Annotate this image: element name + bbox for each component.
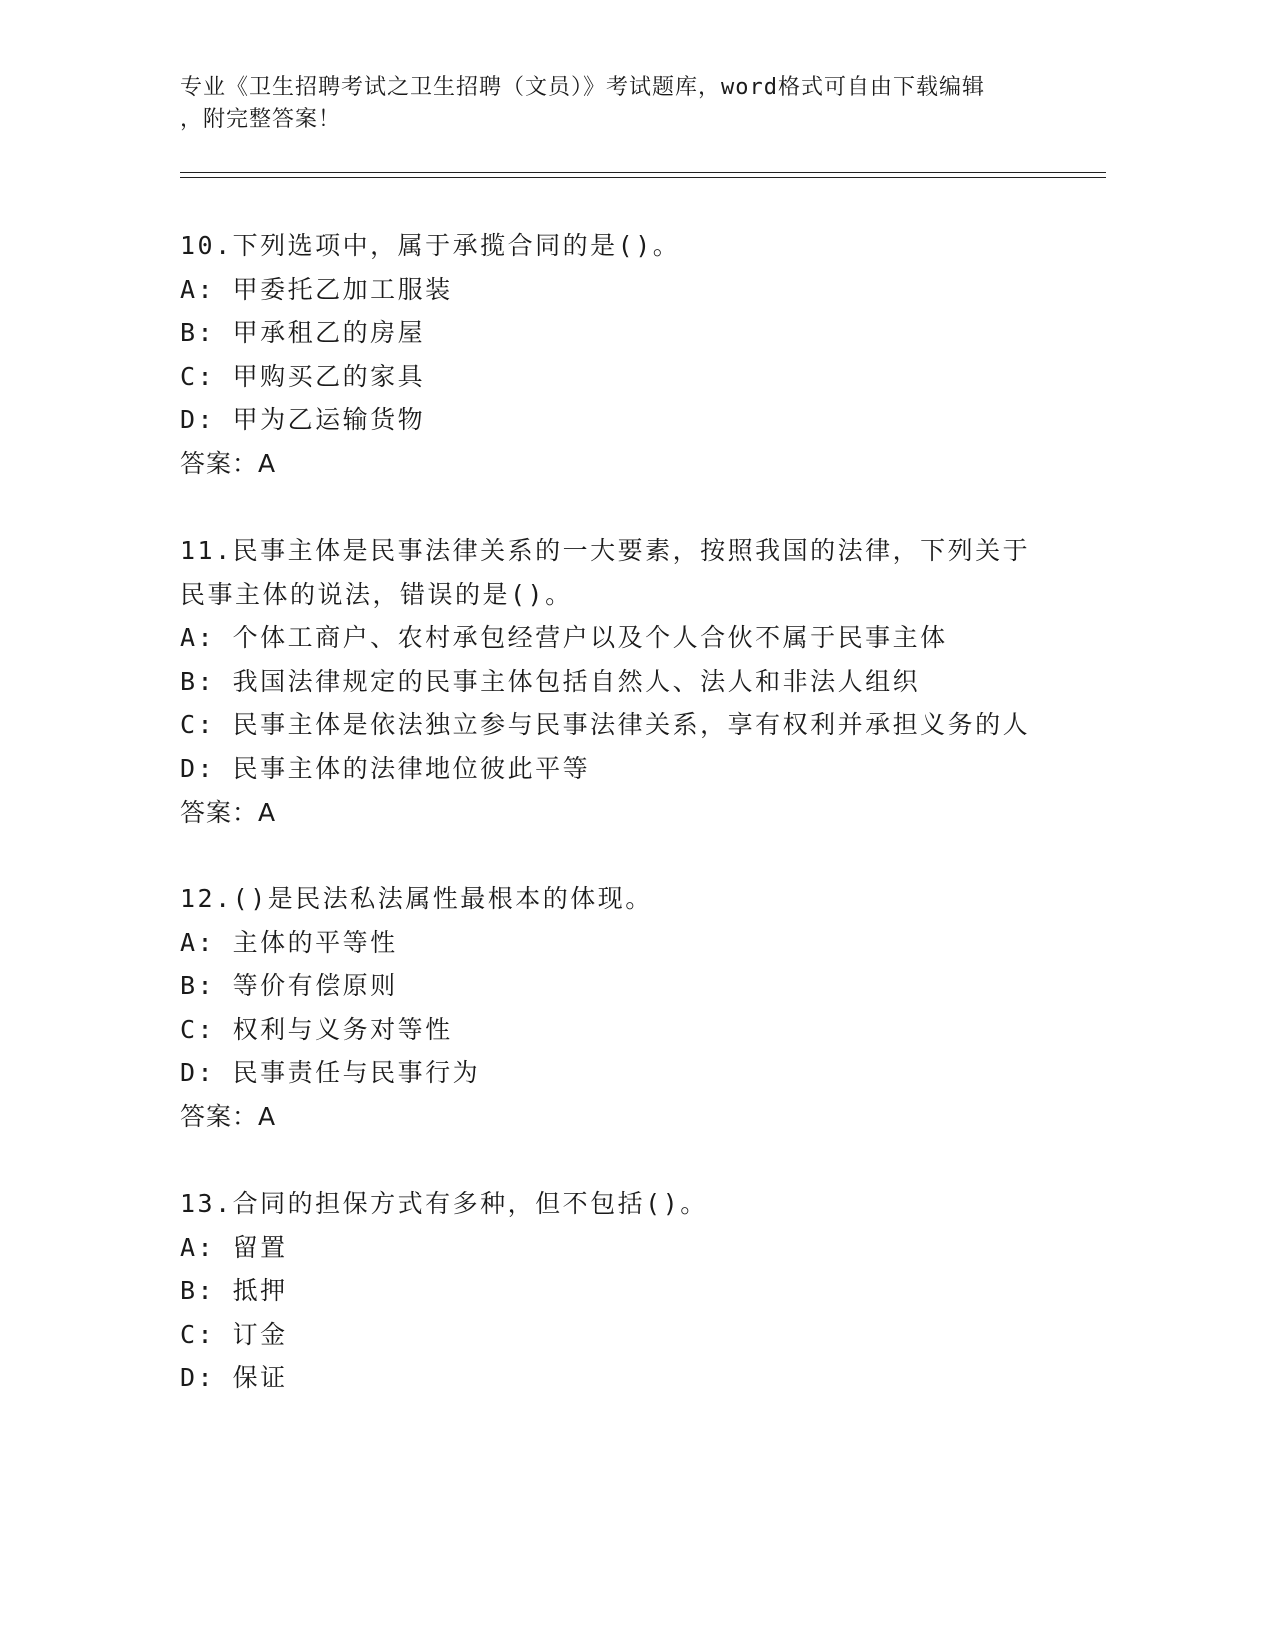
option-a: A: 个体工商户、农村承包经营户以及个人合伙不属于民事主体 xyxy=(180,623,948,653)
header-line-1: 专业《卫生招聘考试之卫生招聘（文员）》考试题库，word格式可自由下载编辑 xyxy=(180,75,985,100)
option-d: D: 民事责任与民事行为 xyxy=(180,1058,481,1088)
question-13 xyxy=(180,1182,1080,1400)
option-c: C: 民事主体是依法独立参与民事法律关系，享有权利并承担义务的人 xyxy=(180,710,1031,740)
question-11 xyxy=(180,529,1080,834)
option-c: C: 权利与义务对等性 xyxy=(180,1014,453,1044)
option-c: C: 订金 xyxy=(180,1319,288,1349)
answer: 答案：A xyxy=(180,448,277,478)
option-a: A: 主体的平等性 xyxy=(180,927,398,957)
option-d: D: 民事主体的法律地位彼此平等 xyxy=(180,753,591,783)
question-12 xyxy=(180,877,1080,1139)
question-stem-line-2: 民事主体的说法，错误的是()。 xyxy=(180,579,573,609)
question-stem: 13.合同的担保方式有多种，但不包括()。 xyxy=(180,1189,708,1218)
option-b: B: 我国法律规定的民事主体包括自然人、法人和非法人组织 xyxy=(180,666,921,696)
question-stem: 10.下列选项中，属于承揽合同的是()。 xyxy=(180,231,681,260)
header-divider-top xyxy=(180,172,1106,173)
option-b: B: 抵押 xyxy=(180,1276,288,1306)
answer: 答案：A xyxy=(180,1101,277,1131)
option-a: A: 留置 xyxy=(180,1232,288,1262)
option-c: C: 甲购买乙的家具 xyxy=(180,361,426,391)
header-divider-bottom xyxy=(180,177,1106,178)
option-b: B: 甲承租乙的房屋 xyxy=(180,318,426,348)
question-10 xyxy=(180,224,1080,486)
question-stem: 12.()是民法私法属性最根本的体现。 xyxy=(180,884,653,913)
option-d: D: 甲为乙运输货物 xyxy=(180,405,426,435)
answer: 答案：A xyxy=(180,797,277,827)
header-line-2: ，附完整答案！ xyxy=(180,107,342,132)
document-header xyxy=(180,72,1040,136)
option-b: B: 等价有偿原则 xyxy=(180,971,398,1001)
question-stem-line-1: 11.民事主体是民事法律关系的一大要素，按照我国的法律，下列关于 xyxy=(180,536,1031,565)
option-d: D: 保证 xyxy=(180,1363,288,1393)
option-a: A: 甲委托乙加工服装 xyxy=(180,274,453,304)
